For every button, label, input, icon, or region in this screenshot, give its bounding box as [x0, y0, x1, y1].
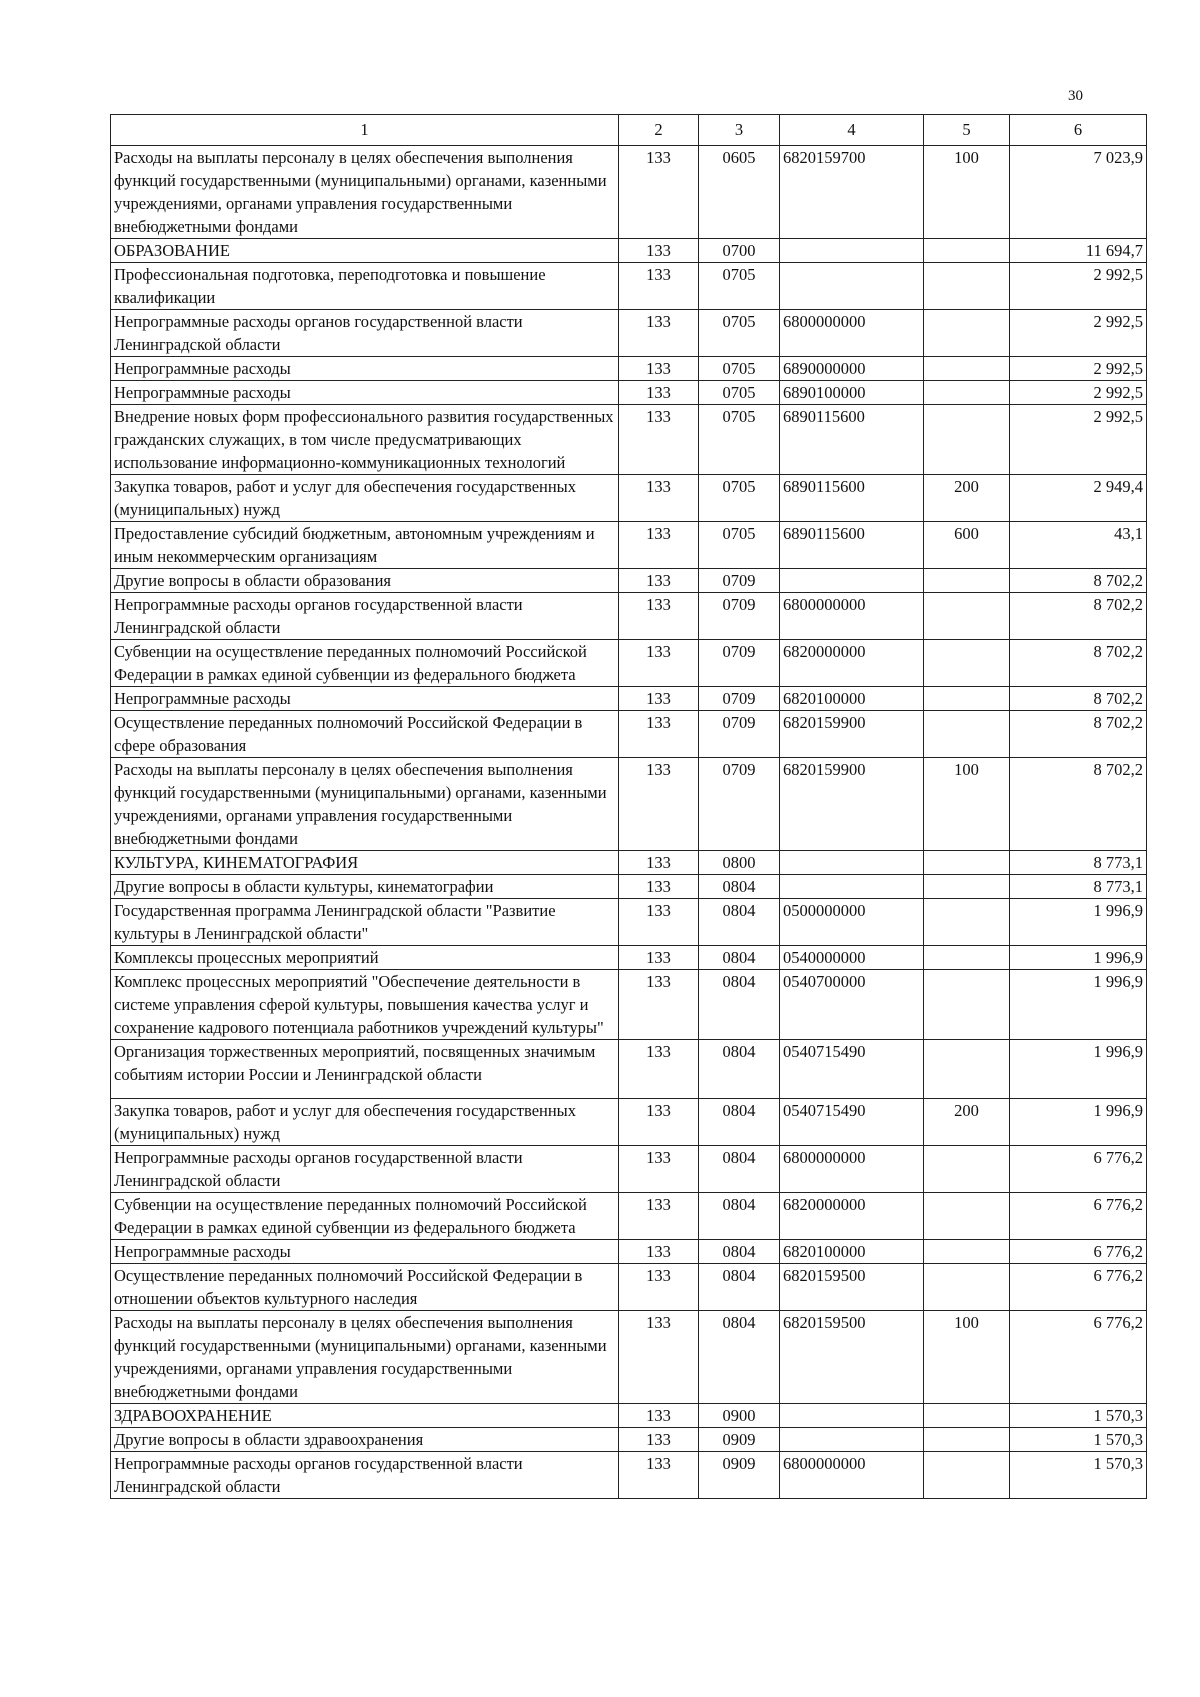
row-name: КУЛЬТУРА, КИНЕМАТОГРАФИЯ: [111, 851, 619, 875]
row-section-code: 0709: [699, 711, 780, 758]
row-glava-code: 133: [619, 1452, 699, 1499]
table-row: [111, 1146, 1147, 1193]
row-target-article: [780, 875, 924, 899]
table-row: [111, 310, 1147, 357]
row-section-code: 0909: [699, 1428, 780, 1452]
row-target-article: 6820000000: [780, 640, 924, 687]
row-glava-code: 133: [619, 593, 699, 640]
table-row: [111, 405, 1147, 475]
row-target-article: [780, 1404, 924, 1428]
row-amount: 1 570,3: [1010, 1452, 1147, 1499]
row-glava-code: 133: [619, 405, 699, 475]
table-row: [111, 1264, 1147, 1311]
row-section-code: 0709: [699, 758, 780, 851]
row-expense-type: [924, 1146, 1010, 1193]
row-name: Организация торжественных мероприятий, посвященных значимым событиям истории России и Ленинградской области: [111, 1040, 619, 1099]
row-glava-code: 133: [619, 475, 699, 522]
table-row: [111, 1040, 1147, 1099]
row-glava-code: 133: [619, 1099, 699, 1146]
row-name: Другие вопросы в области образования: [111, 569, 619, 593]
row-name: Расходы на выплаты персоналу в целях обеспечения выполнения функций государственными (муниципальными) органами, казенными учреждениями, органами управления государственными внебюджетными фондами: [111, 758, 619, 851]
row-amount: 7 023,9: [1010, 146, 1147, 239]
row-name: Непрограммные расходы органов государственной власти Ленинградской области: [111, 1146, 619, 1193]
row-section-code: 0709: [699, 687, 780, 711]
row-amount: 2 949,4: [1010, 475, 1147, 522]
row-amount: 2 992,5: [1010, 263, 1147, 310]
row-expense-type: [924, 970, 1010, 1040]
row-section-code: 0605: [699, 146, 780, 239]
table-row: [111, 970, 1147, 1040]
row-amount: 6 776,2: [1010, 1311, 1147, 1404]
row-target-article: 6820159700: [780, 146, 924, 239]
row-glava-code: 133: [619, 640, 699, 687]
row-section-code: 0705: [699, 381, 780, 405]
row-expense-type: 600: [924, 522, 1010, 569]
row-glava-code: 133: [619, 146, 699, 239]
row-name: Другие вопросы в области здравоохранения: [111, 1428, 619, 1452]
row-amount: 8 702,2: [1010, 711, 1147, 758]
row-target-article: 6820159900: [780, 758, 924, 851]
header-col-2: 2: [619, 115, 699, 146]
row-glava-code: 133: [619, 758, 699, 851]
row-name: Другие вопросы в области культуры, кинематографии: [111, 875, 619, 899]
row-amount: 6 776,2: [1010, 1193, 1147, 1240]
row-amount: 1 996,9: [1010, 946, 1147, 970]
row-amount: 1 996,9: [1010, 899, 1147, 946]
row-amount: 2 992,5: [1010, 381, 1147, 405]
row-expense-type: [924, 640, 1010, 687]
table-row: [111, 1193, 1147, 1240]
row-glava-code: 133: [619, 970, 699, 1040]
row-glava-code: 133: [619, 1040, 699, 1099]
row-glava-code: 133: [619, 522, 699, 569]
row-section-code: 0804: [699, 1193, 780, 1240]
row-amount: 1 996,9: [1010, 970, 1147, 1040]
row-name: Закупка товаров, работ и услуг для обеспечения государственных (муниципальных) нужд: [111, 475, 619, 522]
row-glava-code: 133: [619, 851, 699, 875]
row-target-article: 6820000000: [780, 1193, 924, 1240]
row-glava-code: 133: [619, 899, 699, 946]
row-expense-type: [924, 357, 1010, 381]
row-section-code: 0900: [699, 1404, 780, 1428]
row-target-article: 6890000000: [780, 357, 924, 381]
row-target-article: [780, 239, 924, 263]
row-target-article: 0540715490: [780, 1099, 924, 1146]
row-section-code: 0700: [699, 239, 780, 263]
row-target-article: 6890115600: [780, 405, 924, 475]
row-section-code: 0804: [699, 1311, 780, 1404]
row-amount: 8 702,2: [1010, 687, 1147, 711]
row-section-code: 0804: [699, 946, 780, 970]
row-amount: 8 702,2: [1010, 758, 1147, 851]
row-glava-code: 133: [619, 569, 699, 593]
row-name: Закупка товаров, работ и услуг для обеспечения государственных (муниципальных) нужд: [111, 1099, 619, 1146]
row-amount: 1 996,9: [1010, 1040, 1147, 1099]
row-amount: 6 776,2: [1010, 1240, 1147, 1264]
row-amount: 8 702,2: [1010, 640, 1147, 687]
table-row: [111, 1099, 1147, 1146]
row-target-article: [780, 569, 924, 593]
table-header-row: [111, 115, 1147, 146]
row-amount: 2 992,5: [1010, 357, 1147, 381]
page-number: 30: [1068, 88, 1083, 104]
row-name: Непрограммные расходы органов государственной власти Ленинградской области: [111, 310, 619, 357]
row-target-article: 6800000000: [780, 593, 924, 640]
row-amount: 6 776,2: [1010, 1146, 1147, 1193]
row-expense-type: 200: [924, 1099, 1010, 1146]
header-col-1: 1: [111, 115, 619, 146]
budget-table: [110, 114, 1147, 1499]
table-row: [111, 381, 1147, 405]
row-expense-type: [924, 1264, 1010, 1311]
row-expense-type: [924, 899, 1010, 946]
row-glava-code: 133: [619, 239, 699, 263]
row-expense-type: [924, 851, 1010, 875]
row-expense-type: [924, 239, 1010, 263]
row-glava-code: 133: [619, 1404, 699, 1428]
row-amount: 2 992,5: [1010, 310, 1147, 357]
row-name: Предоставление субсидий бюджетным, автономным учреждениям и иным некоммерческим организациям: [111, 522, 619, 569]
header-col-3: 3: [699, 115, 780, 146]
row-expense-type: [924, 593, 1010, 640]
row-target-article: [780, 263, 924, 310]
table-row: [111, 1311, 1147, 1404]
row-section-code: 0804: [699, 970, 780, 1040]
row-section-code: 0804: [699, 1146, 780, 1193]
row-target-article: 6800000000: [780, 310, 924, 357]
row-glava-code: 133: [619, 1311, 699, 1404]
table-row: [111, 593, 1147, 640]
row-glava-code: 133: [619, 357, 699, 381]
row-name: Непрограммные расходы органов государственной власти Ленинградской области: [111, 593, 619, 640]
row-expense-type: 100: [924, 146, 1010, 239]
row-section-code: 0909: [699, 1452, 780, 1499]
row-amount: 1 570,3: [1010, 1404, 1147, 1428]
row-name: Расходы на выплаты персоналу в целях обеспечения выполнения функций государственными (муниципальными) органами, казенными учреждениями, органами управления государственными внебюджетными фондами: [111, 146, 619, 239]
row-section-code: 0709: [699, 593, 780, 640]
row-name: Субвенции на осуществление переданных полномочий Российской Федерации в рамках единой субвенции из федерального бюджета: [111, 1193, 619, 1240]
table-row: [111, 687, 1147, 711]
row-expense-type: [924, 1452, 1010, 1499]
table-row: [111, 263, 1147, 310]
row-amount: 8 773,1: [1010, 875, 1147, 899]
row-target-article: 0540715490: [780, 1040, 924, 1099]
table-row: [111, 1452, 1147, 1499]
row-target-article: 0540000000: [780, 946, 924, 970]
row-name: Комплекс процессных мероприятий "Обеспечение деятельности в системе управления сферой культуры, повышения качества услуг и сохранение кадрового потенциала работников учреждений культуры": [111, 970, 619, 1040]
row-section-code: 0804: [699, 1040, 780, 1099]
row-expense-type: [924, 687, 1010, 711]
row-target-article: [780, 1428, 924, 1452]
row-section-code: 0705: [699, 310, 780, 357]
table-row: [111, 851, 1147, 875]
table-row: [111, 475, 1147, 522]
row-name: Непрограммные расходы: [111, 381, 619, 405]
row-name: Непрограммные расходы органов государственной власти Ленинградской области: [111, 1452, 619, 1499]
row-target-article: 6820100000: [780, 1240, 924, 1264]
row-name: Непрограммные расходы: [111, 357, 619, 381]
row-section-code: 0709: [699, 569, 780, 593]
row-section-code: 0800: [699, 851, 780, 875]
row-expense-type: [924, 263, 1010, 310]
table-row: [111, 569, 1147, 593]
table-row: [111, 1428, 1147, 1452]
row-section-code: 0804: [699, 1240, 780, 1264]
row-target-article: 6800000000: [780, 1452, 924, 1499]
row-name: Осуществление переданных полномочий Российской Федерации в отношении объектов культурного наследия: [111, 1264, 619, 1311]
table-row: [111, 357, 1147, 381]
row-amount: 43,1: [1010, 522, 1147, 569]
header-col-4: 4: [780, 115, 924, 146]
row-expense-type: [924, 1240, 1010, 1264]
row-target-article: [780, 851, 924, 875]
table-body: [111, 146, 1147, 1499]
row-name: Расходы на выплаты персоналу в целях обеспечения выполнения функций государственными (муниципальными) органами, казенными учреждениями, органами управления государственными внебюджетными фондами: [111, 1311, 619, 1404]
row-glava-code: 133: [619, 687, 699, 711]
row-glava-code: 133: [619, 711, 699, 758]
row-target-article: 6800000000: [780, 1146, 924, 1193]
table-row: [111, 899, 1147, 946]
row-expense-type: 100: [924, 758, 1010, 851]
row-expense-type: [924, 946, 1010, 970]
row-glava-code: 133: [619, 875, 699, 899]
row-section-code: 0709: [699, 640, 780, 687]
row-name: Осуществление переданных полномочий Российской Федерации в сфере образования: [111, 711, 619, 758]
row-expense-type: [924, 1428, 1010, 1452]
header-col-6: 6: [1010, 115, 1147, 146]
row-target-article: 6890115600: [780, 522, 924, 569]
row-expense-type: [924, 1193, 1010, 1240]
row-name: Внедрение новых форм профессионального развития государственных гражданских служащих, в том числе предусматривающих использование информационно-коммуникационных технологий: [111, 405, 619, 475]
row-glava-code: 133: [619, 1428, 699, 1452]
row-glava-code: 133: [619, 381, 699, 405]
row-name: ОБРАЗОВАНИЕ: [111, 239, 619, 263]
row-expense-type: 200: [924, 475, 1010, 522]
row-expense-type: [924, 1404, 1010, 1428]
row-target-article: 6890100000: [780, 381, 924, 405]
row-amount: 1 570,3: [1010, 1428, 1147, 1452]
table-row: [111, 239, 1147, 263]
row-glava-code: 133: [619, 1146, 699, 1193]
row-expense-type: [924, 310, 1010, 357]
table-row: [111, 1240, 1147, 1264]
row-expense-type: [924, 875, 1010, 899]
row-glava-code: 133: [619, 1240, 699, 1264]
row-name: Непрограммные расходы: [111, 1240, 619, 1264]
row-section-code: 0705: [699, 522, 780, 569]
row-expense-type: 100: [924, 1311, 1010, 1404]
row-target-article: 0540700000: [780, 970, 924, 1040]
row-name: Субвенции на осуществление переданных полномочий Российской Федерации в рамках единой субвенции из федерального бюджета: [111, 640, 619, 687]
row-name: Государственная программа Ленинградской области "Развитие культуры в Ленинградской области": [111, 899, 619, 946]
row-target-article: 6820100000: [780, 687, 924, 711]
row-glava-code: 133: [619, 1193, 699, 1240]
row-expense-type: [924, 405, 1010, 475]
row-amount: 1 996,9: [1010, 1099, 1147, 1146]
table-row: [111, 640, 1147, 687]
table-row: [111, 522, 1147, 569]
row-section-code: 0804: [699, 1099, 780, 1146]
row-amount: 2 992,5: [1010, 405, 1147, 475]
row-glava-code: 133: [619, 263, 699, 310]
row-amount: 11 694,7: [1010, 239, 1147, 263]
row-amount: 8 702,2: [1010, 569, 1147, 593]
row-name: Профессиональная подготовка, переподготовка и повышение квалификации: [111, 263, 619, 310]
table-row: [111, 875, 1147, 899]
row-section-code: 0804: [699, 1264, 780, 1311]
row-glava-code: 133: [619, 946, 699, 970]
row-name: Непрограммные расходы: [111, 687, 619, 711]
row-name: Комплексы процессных мероприятий: [111, 946, 619, 970]
row-expense-type: [924, 711, 1010, 758]
row-section-code: 0705: [699, 263, 780, 310]
row-section-code: 0804: [699, 875, 780, 899]
row-section-code: 0804: [699, 899, 780, 946]
row-amount: 8 702,2: [1010, 593, 1147, 640]
header-col-5: 5: [924, 115, 1010, 146]
table-row: [111, 758, 1147, 851]
row-amount: 6 776,2: [1010, 1264, 1147, 1311]
row-section-code: 0705: [699, 357, 780, 381]
row-target-article: 6820159900: [780, 711, 924, 758]
row-target-article: 0500000000: [780, 899, 924, 946]
row-section-code: 0705: [699, 405, 780, 475]
row-target-article: 6820159500: [780, 1311, 924, 1404]
table-row: [111, 946, 1147, 970]
row-glava-code: 133: [619, 1264, 699, 1311]
table-row: [111, 711, 1147, 758]
row-glava-code: 133: [619, 310, 699, 357]
row-expense-type: [924, 569, 1010, 593]
row-name: ЗДРАВООХРАНЕНИЕ: [111, 1404, 619, 1428]
table-row: [111, 1404, 1147, 1428]
row-expense-type: [924, 381, 1010, 405]
table-row: [111, 146, 1147, 239]
row-expense-type: [924, 1040, 1010, 1099]
row-section-code: 0705: [699, 475, 780, 522]
row-target-article: 6820159500: [780, 1264, 924, 1311]
row-amount: 8 773,1: [1010, 851, 1147, 875]
row-target-article: 6890115600: [780, 475, 924, 522]
